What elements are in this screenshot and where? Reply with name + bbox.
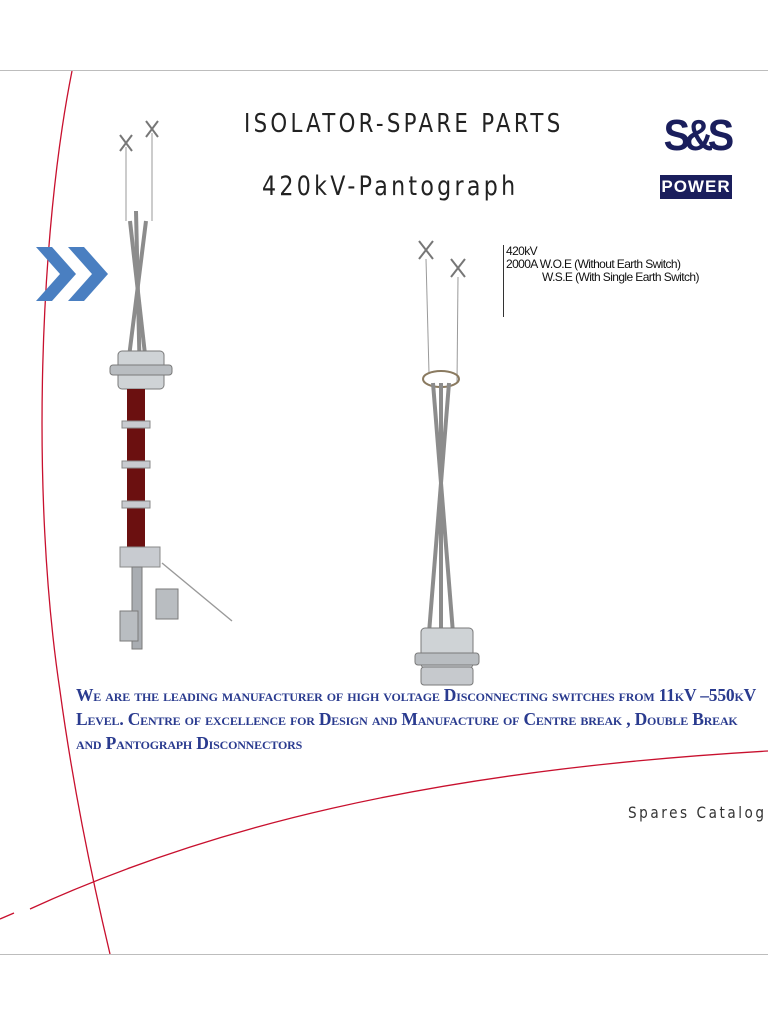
page-title: ISOLATOR-SPARE PARTS <box>244 109 564 139</box>
footer-label: Spares Catalog <box>628 803 767 822</box>
logo-mark: S&S <box>663 111 729 160</box>
slide <box>0 70 768 955</box>
double-chevron-right-icon <box>34 243 110 305</box>
spec-wse: W.S.E (With Single Earth Switch) <box>542 270 699 284</box>
pantograph-structure-image <box>405 233 495 693</box>
company-description: We are the leading manufacturer of high voltage Disconnecting switches from 11kV –550kV Level. Centre of excellence for Design and Manufacture of Centre break , Double Break and Pantograph Disconnectors <box>76 685 756 753</box>
spec-voltage: 420kV <box>506 244 538 258</box>
spec-list <box>503 245 699 317</box>
pantograph-with-insulator-image <box>100 111 240 651</box>
company-logo <box>660 101 732 201</box>
logo-word: POWER <box>660 175 732 199</box>
page-subtitle: 420kV-Pantograph <box>262 171 519 202</box>
spec-woe: 2000A W.O.E (Without Earth Switch) <box>506 257 681 271</box>
